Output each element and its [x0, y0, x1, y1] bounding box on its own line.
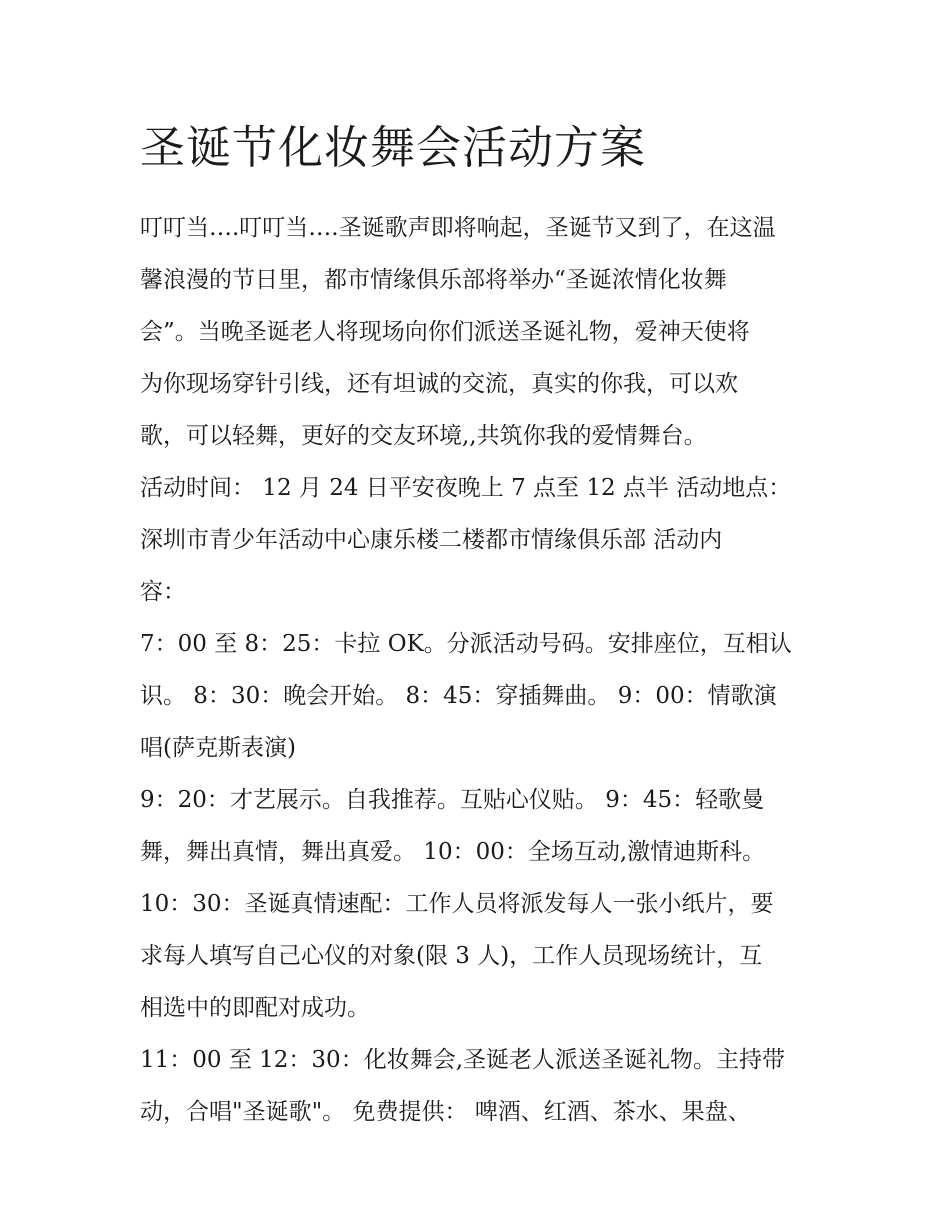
text-line: 11：00 至 12：30：化妆舞会,圣诞老人派送圣诞礼物。主持带 [140, 1047, 785, 1073]
text-line: 馨浪漫的节日里，都市情缘俱乐部将举办“圣诞浓情化妆舞 [140, 267, 727, 293]
document-title: 圣诞节化妆舞会活动方案 [140, 121, 647, 174]
text-line: 9：20：才艺展示。自我推荐。互贴心仪贴。 9：45：轻歌曼 [140, 787, 765, 813]
text-line: 叮叮当….叮叮当….圣诞歌声即将响起，圣诞节又到了，在这温 [140, 215, 776, 241]
text-line: 为你现场穿针引线，还有坦诚的交流，真实的你我，可以欢 [140, 371, 738, 397]
text-line: 7：00 至 8：25：卡拉 OK。分派活动号码。安排座位，互相认 [140, 631, 792, 657]
text-line: 相选中的即配对成功。 [140, 995, 370, 1021]
text-line: 容： [140, 579, 186, 605]
text-line: 深圳市青少年活动中心康乐楼二楼都市情缘俱乐部 活动内 [140, 527, 723, 553]
text-line: 识。 8：30：晚会开始。 8：45：穿插舞曲。 9：00：情歌演 [140, 683, 777, 709]
text-line: 动，合唱"圣诞歌"。 免费提供： 啤酒、红酒、茶水、果盘、 [140, 1099, 751, 1125]
text-line: 活动时间： 12 月 24 日平安夜晚上 7 点至 12 点半 活动地点： [140, 475, 792, 501]
text-line: 求每人填写自己心仪的对象(限 3 人)，工作人员现场统计，互 [140, 943, 763, 969]
text-line: 10：30：圣诞真情速配：工作人员将派发每人一张小纸片，要 [140, 891, 774, 917]
text-line: 歌，可以轻舞，更好的交友环境,,共筑你我的爱情舞台。 [140, 423, 707, 449]
text-line: 会”。当晚圣诞老人将现场向你们派送圣诞礼物，爱神天使将 [140, 319, 750, 345]
document-content [140, 112, 812, 1138]
text-line: 唱(萨克斯表演) [140, 735, 296, 761]
text-line: 舞，舞出真情，舞出真爱。 10：00：全场互动,激情迪斯科。 [140, 839, 766, 865]
